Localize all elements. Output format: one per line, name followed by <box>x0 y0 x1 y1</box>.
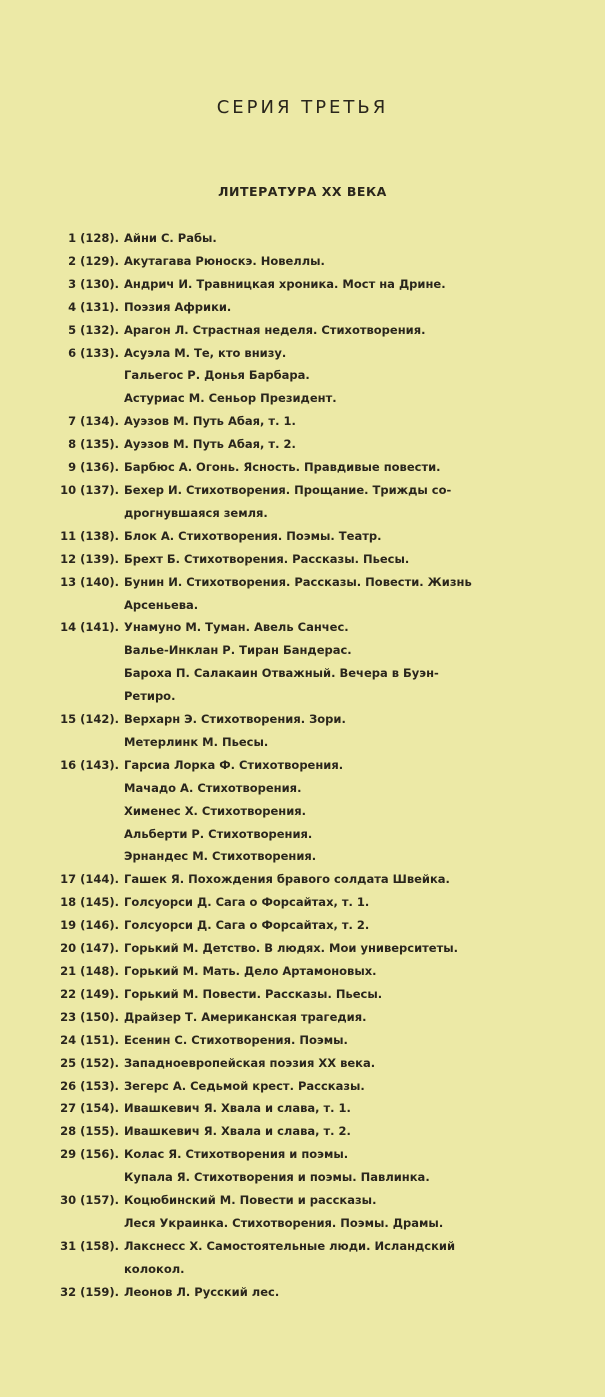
entry-text <box>124 1052 605 1075</box>
entry-number: 29 (156). <box>60 1147 119 1162</box>
entry-line: Айни С. Рабы. <box>124 231 217 245</box>
entry-text <box>124 342 605 411</box>
entry-text <box>124 319 605 342</box>
book-entry <box>0 410 605 433</box>
entry-line: Валье-Инклан Р. Тиран Бандерас. <box>124 643 352 658</box>
book-list <box>0 227 605 1304</box>
entry-number: 22 (149). <box>60 986 119 1001</box>
entry-text <box>124 1189 605 1235</box>
entry-line: Унамуно М. Туман. Авель Санчес. <box>124 620 349 635</box>
entry-number: 10 (137). <box>60 482 119 497</box>
entry-number: 2 (129). <box>68 253 119 268</box>
entry-line: Метерлинк М. Пьесы. <box>124 734 269 749</box>
entry-line: Барбюс А. Огонь. Ясность. Правдивые повести. <box>124 460 441 475</box>
entry-number: 9 (136). <box>68 460 119 475</box>
entry-line: Зегерс А. Седьмой крест. Рассказы. <box>124 1078 365 1093</box>
entry-line: колокол. <box>124 1261 185 1276</box>
entry-number: 17 (144). <box>60 872 119 887</box>
entry-line: Горький М. Детство. В людях. Мои университеты. <box>124 941 459 956</box>
entry-text <box>124 616 605 708</box>
entry-text <box>124 891 605 914</box>
entry-line: Блок А. Стихотворения. Поэмы. Театр. <box>124 528 382 543</box>
entry-line: Есенин С. Стихотворения. Поэмы. <box>124 1032 348 1047</box>
entry-line: Коцюбинский М. Повести и рассказы. <box>124 1193 377 1208</box>
book-entry <box>0 1143 605 1189</box>
entry-line: Андрич И. Травницкая хроника. Мост на Дрине. <box>124 276 446 291</box>
entry-number: 13 (140). <box>60 574 119 589</box>
book-entry <box>0 296 605 319</box>
entry-text <box>124 479 605 525</box>
entry-number: 31 (158). <box>60 1238 119 1253</box>
entry-line: Верхарн Э. Стихотворения. Зори. <box>124 712 346 727</box>
entry-text <box>124 1075 605 1098</box>
entry-line: Бехер И. Стихотворения. Прощание. Трижды со- <box>124 482 452 497</box>
entry-text <box>124 1006 605 1029</box>
entry-number: 7 (134). <box>68 414 119 429</box>
entry-number: 11 (138). <box>60 528 119 543</box>
book-entry <box>0 754 605 869</box>
entry-text <box>124 937 605 960</box>
entry-line: Арсеньева. <box>124 597 199 612</box>
entry-number: 12 (139). <box>60 551 119 566</box>
book-entry <box>0 1075 605 1098</box>
entry-line: Гашек Я. Похождения бравого солдата Швейка. <box>124 872 450 887</box>
entry-line: Купала Я. Стихотворения и поэмы. Павлинка. <box>124 1170 430 1185</box>
book-entry <box>0 1052 605 1075</box>
entry-text <box>124 1281 605 1304</box>
entry-line: Колас Я. Стихотворения и поэмы. <box>124 1147 349 1162</box>
entry-number: 30 (157). <box>60 1193 119 1208</box>
entry-number: 32 (159). <box>60 1284 119 1299</box>
entry-number: 26 (153). <box>60 1078 119 1093</box>
entry-text <box>124 1120 605 1143</box>
entry-text <box>124 525 605 548</box>
book-entry <box>0 937 605 960</box>
entry-number: 20 (147). <box>60 941 119 956</box>
book-entry <box>0 456 605 479</box>
entry-text <box>124 1235 605 1281</box>
entry-number: 19 (146). <box>60 918 119 933</box>
entry-text <box>124 571 605 617</box>
entry-text <box>124 1097 605 1120</box>
entry-text <box>124 456 605 479</box>
entry-number: 24 (151). <box>60 1032 119 1047</box>
book-entry <box>0 1120 605 1143</box>
entry-number: 5 (132). <box>68 322 119 337</box>
entry-line: Гарсиа Лорка Ф. Стихотворения. <box>124 757 344 772</box>
book-entry <box>0 708 605 754</box>
book-entry <box>0 273 605 296</box>
book-entry <box>0 227 605 250</box>
entry-line: Арагон Л. Страстная неделя. Стихотворения. <box>124 322 426 337</box>
entry-line: Ауэзов М. Путь Абая, т. 2. <box>124 437 296 452</box>
book-entry <box>0 342 605 411</box>
entry-line: дрогнувшаяся земля. <box>124 505 268 520</box>
book-entry <box>0 548 605 571</box>
book-entry <box>0 1006 605 1029</box>
book-entry <box>0 525 605 548</box>
entry-text <box>124 960 605 983</box>
book-entry <box>0 983 605 1006</box>
entry-text <box>124 273 605 296</box>
book-entry <box>0 1235 605 1281</box>
book-entry <box>0 868 605 891</box>
entry-line: Западноевропейская поэзия XX века. <box>124 1055 376 1070</box>
entry-number: 28 (155). <box>60 1124 119 1139</box>
book-entry <box>0 1029 605 1052</box>
book-entry <box>0 1281 605 1304</box>
book-entry <box>0 616 605 708</box>
entry-line: Альберти Р. Стихотворения. <box>124 826 313 841</box>
entry-line: Горький М. Мать. Дело Артамоновых. <box>124 964 377 978</box>
entry-line: Леонов Л. Русский лес. <box>124 1284 280 1299</box>
entry-text <box>124 433 605 456</box>
entry-line: Ивашкевич Я. Хвала и слава, т. 2. <box>124 1124 351 1139</box>
entry-text <box>124 548 605 571</box>
entry-text <box>124 754 605 869</box>
entry-text <box>124 983 605 1006</box>
entry-line: Голсуорси Д. Сага о Форсайтах, т. 1. <box>124 895 370 910</box>
book-entry <box>0 319 605 342</box>
entry-text <box>124 227 605 250</box>
entry-number: 25 (152). <box>60 1055 119 1070</box>
entry-line: Бунин И. Стихотворения. Рассказы. Повести. Жизнь <box>124 574 472 589</box>
entry-line: Хименес Х. Стихотворения. <box>124 803 307 818</box>
entry-number: 1 (128). <box>68 231 119 245</box>
entry-line: Гальегос Р. Донья Барбара. <box>124 368 310 383</box>
entry-line: Горький М. Повести. Рассказы. Пьесы. <box>124 986 383 1001</box>
book-entry <box>0 433 605 456</box>
entry-line: Асуэла М. Те, кто внизу. <box>124 345 287 360</box>
book-entry <box>0 1189 605 1235</box>
entry-line: Лакснесс Х. Самостоятельные люди. Исландский <box>124 1238 456 1253</box>
entry-line: Акутагава Рюноскэ. Новеллы. <box>124 253 325 268</box>
book-entry <box>0 914 605 937</box>
entry-number: 23 (150). <box>60 1009 119 1024</box>
entry-line: Ретиро. <box>124 689 176 704</box>
entry-line: Драйзер Т. Американская трагедия. <box>124 1009 367 1024</box>
book-entry <box>0 571 605 617</box>
section-title: ЛИТЕРАТУРА XX ВЕКА <box>218 184 387 199</box>
entry-text <box>124 410 605 433</box>
entry-number: 18 (145). <box>60 895 119 910</box>
entry-number: 21 (148). <box>60 964 119 978</box>
entry-number: 4 (131). <box>68 299 119 314</box>
entry-line: Ауэзов М. Путь Абая, т. 1. <box>124 414 296 429</box>
entry-text <box>124 296 605 319</box>
entry-text <box>124 1143 605 1189</box>
book-entry <box>0 479 605 525</box>
entry-number: 8 (135). <box>68 437 119 452</box>
book-entry <box>0 891 605 914</box>
entry-text <box>124 708 605 754</box>
entry-text <box>124 1029 605 1052</box>
entry-number: 15 (142). <box>60 712 119 727</box>
entry-line: Поэзия Африки. <box>124 299 232 314</box>
entry-line: Ивашкевич Я. Хвала и слава, т. 1. <box>124 1101 351 1116</box>
entry-number: 14 (141). <box>60 620 119 635</box>
entry-line: Астуриас М. Сеньор Президент. <box>124 391 337 406</box>
book-entry <box>0 250 605 273</box>
book-entry <box>0 1097 605 1120</box>
entry-line: Леся Украинка. Стихотворения. Поэмы. Драмы. <box>124 1215 444 1230</box>
book-entry <box>0 960 605 983</box>
entry-line: Эрнандес М. Стихотворения. <box>124 849 317 864</box>
entry-number: 3 (130). <box>68 276 119 291</box>
entry-line: Мачадо А. Стихотворения. <box>124 780 302 795</box>
entry-number: 27 (154). <box>60 1101 119 1116</box>
entry-line: Бароха П. Салакаин Отважный. Вечера в Буэн- <box>124 666 439 681</box>
entry-line: Брехт Б. Стихотворения. Рассказы. Пьесы. <box>124 551 410 566</box>
series-title: СЕРИЯ ТРЕТЬЯ <box>216 97 389 118</box>
entry-number: 16 (143). <box>60 757 119 772</box>
entry-text <box>124 250 605 273</box>
entry-line: Голсуорси Д. Сага о Форсайтах, т. 2. <box>124 918 370 933</box>
entry-text <box>124 868 605 891</box>
entry-text <box>124 914 605 937</box>
entry-number: 6 (133). <box>68 345 119 360</box>
